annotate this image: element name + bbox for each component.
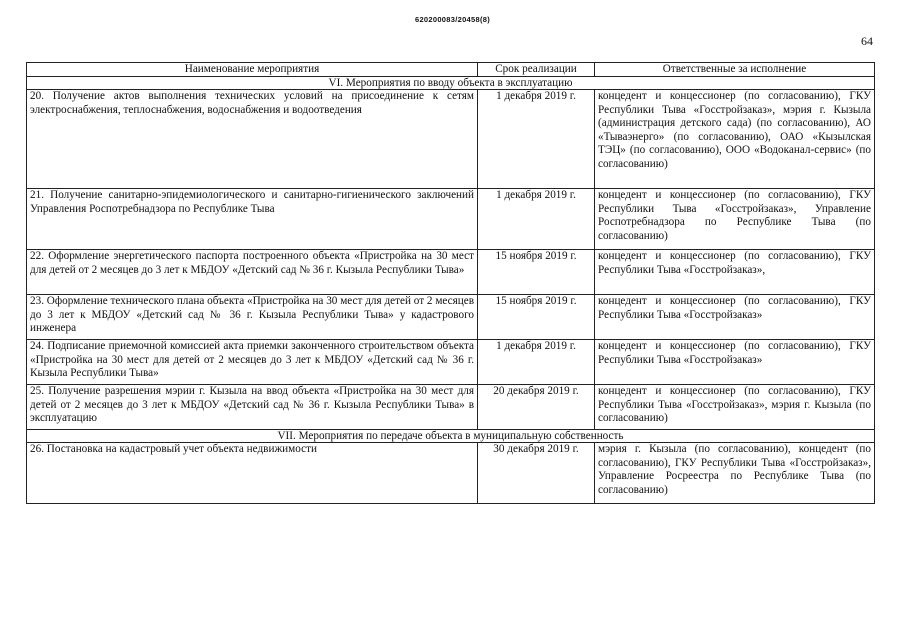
document-id: 620200083/20458(8) bbox=[414, 15, 491, 24]
deadline-cell: 30 декабря 2019 г. bbox=[478, 443, 595, 504]
responsible-cell: концедент и концессионер (по согласованию), ГКУ Республики Тыва «Госстройзаказ» bbox=[595, 340, 875, 385]
activity-cell: 25. Получение разрешения мэрии г. Кызыла на ввод объекта «Пристройка на 30 мест для детей от 2 месяцев до 3 лет к МБДОУ «Детский сад № 36 г. Кызыла Республики Тыва» в эксплуатацию bbox=[27, 385, 478, 430]
responsible-cell: концедент и концессионер (по согласованию), ГКУ Республики Тыва «Госстройзаказ», мэрия г. Кызыла (по согласованию) bbox=[595, 385, 875, 430]
section-title: VII. Мероприятия по передаче объекта в муниципальную собственность bbox=[27, 430, 875, 443]
table-row bbox=[27, 443, 875, 504]
section-row bbox=[27, 430, 875, 443]
column-header-responsible: Ответственные за исполнение bbox=[595, 63, 875, 77]
deadline-cell: 1 декабря 2019 г. bbox=[478, 340, 595, 385]
deadline-cell: 20 декабря 2019 г. bbox=[478, 385, 595, 430]
responsible-cell: мэрия г. Кызыла (по согласованию), концедент (по согласованию), ГКУ Республики Тыва «Госстройзаказ», Управление Росреестра по Республике Тыва (по согласованию) bbox=[595, 443, 875, 504]
deadline-cell: 1 декабря 2019 г. bbox=[478, 189, 595, 250]
table-row bbox=[27, 250, 875, 295]
responsible-cell: концедент и концессионер (по согласованию), ГКУ Республики Тыва «Госстройзаказ», Управление Роспотребнадзора по Республике Тыва (по согласованию) bbox=[595, 189, 875, 250]
column-header-activity: Наименование мероприятия bbox=[27, 63, 478, 77]
deadline-cell: 1 декабря 2019 г. bbox=[478, 90, 595, 189]
activity-cell: 22. Оформление энергетического паспорта построенного объекта «Пристройка на 30 мест для детей от 2 месяцев до 3 лет к МБДОУ «Детский сад № 36 г. Кызыла Республики Тыва» bbox=[27, 250, 478, 295]
table-row bbox=[27, 90, 875, 189]
deadline-cell: 15 ноября 2019 г. bbox=[478, 250, 595, 295]
activity-cell: 23. Оформление технического плана объекта «Пристройка на 30 мест для детей от 2 месяцев до 3 лет к МБДОУ «Детский сад № 36 г. Кызыла Республики Тыва» у кадастрового инженера bbox=[27, 295, 478, 340]
table-header-row bbox=[27, 63, 875, 77]
responsible-cell: концедент и концессионер (по согласованию), ГКУ Республики Тыва «Госстройзаказ», мэрия г. Кызыла (администрация детского сада) (по согласованию), АО «Тываэнерго» (по согласованию), ОАО «Кызылская ТЭЦ» (по согласованию), ООО «Водоканал-сервис» (по согласованию) bbox=[595, 90, 875, 189]
responsible-cell: концедент и концессионер (по согласованию), ГКУ Республики Тыва «Госстройзаказ», bbox=[595, 250, 875, 295]
activity-cell: 24. Подписание приемочной комиссией акта приемки законченного строительством объекта «Пристройка на 30 мест для детей от 2 месяцев до 3 лет к МБДОУ «Детский сад № 36 г. Кызыла Республики Тыва» bbox=[27, 340, 478, 385]
deadline-cell: 15 ноября 2019 г. bbox=[478, 295, 595, 340]
column-header-deadline: Срок реализации bbox=[478, 63, 595, 77]
page-number: 64 bbox=[861, 34, 873, 48]
section-title: VI. Мероприятия по вводу объекта в эксплуатацию bbox=[27, 77, 875, 90]
table-row bbox=[27, 189, 875, 250]
activity-cell: 26. Постановка на кадастровый учет объекта недвижимости bbox=[27, 443, 478, 504]
activities-table bbox=[26, 62, 875, 504]
table-row bbox=[27, 385, 875, 430]
activity-cell: 20. Получение актов выполнения технических условий на присоединение к сетям электроснабжения, теплоснабжения, водоснабжения и водоотведения bbox=[27, 90, 478, 189]
section-row bbox=[27, 77, 875, 90]
responsible-cell: концедент и концессионер (по согласованию), ГКУ Республики Тыва «Госстройзаказ» bbox=[595, 295, 875, 340]
table-row bbox=[27, 340, 875, 385]
activity-cell: 21. Получение санитарно-эпидемиологического и санитарно-гигиенического заключений Управления Роспотребнадзора по Республике Тыва bbox=[27, 189, 478, 250]
table-row bbox=[27, 295, 875, 340]
